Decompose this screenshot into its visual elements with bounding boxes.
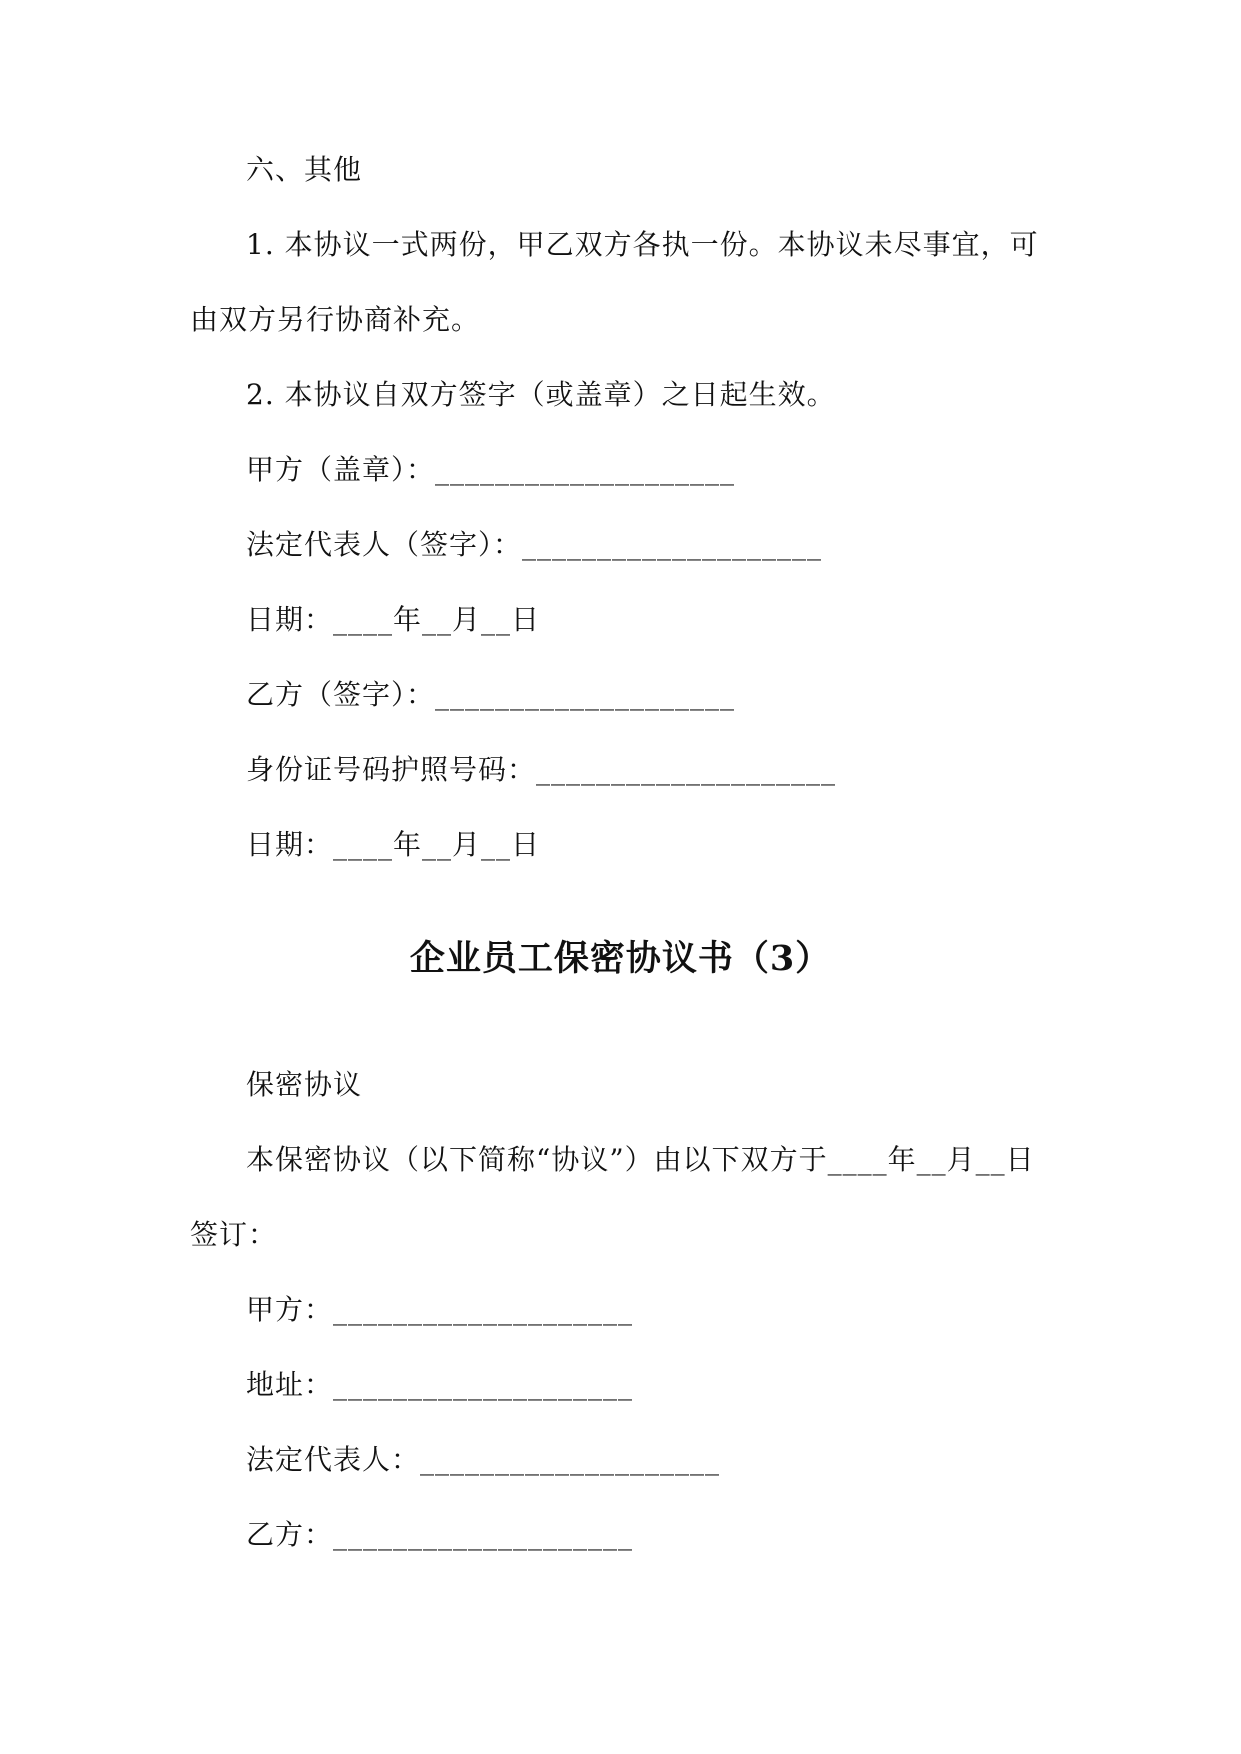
legal-rep-sign-field: 法定代表人（签字）：____________________ bbox=[246, 528, 823, 561]
intro-line2: 签订： bbox=[190, 1218, 278, 1251]
document-subtitle: 保密协议 bbox=[246, 1068, 363, 1101]
party-a-field: 甲方：____________________ bbox=[246, 1293, 634, 1326]
date-a-field: 日期：____年__月__日 bbox=[246, 603, 541, 636]
party-a-seal-field: 甲方（盖章）：____________________ bbox=[246, 453, 736, 486]
date-b-field: 日期：____年__月__日 bbox=[246, 828, 541, 861]
intro-line1: 本保密协议（以下简称“协议”）由以下双方于____年__月__日 bbox=[246, 1143, 1035, 1176]
legal-rep-field: 法定代表人：____________________ bbox=[246, 1443, 721, 1476]
document-title: 企业员工保密协议书（3） bbox=[409, 938, 832, 979]
section-six-item2: 2. 本协议自双方签字（或盖章）之日起生效。 bbox=[246, 378, 836, 411]
party-b-field: 乙方：____________________ bbox=[246, 1518, 634, 1551]
address-field: 地址：____________________ bbox=[246, 1368, 634, 1401]
section-six-heading: 六、其他 bbox=[246, 153, 363, 186]
id-passport-field: 身份证号码护照号码：____________________ bbox=[246, 753, 837, 786]
section-six-item1-line2: 由双方另行协商补充。 bbox=[190, 303, 481, 336]
section-six-item1-line1: 1. 本协议一式两份，甲乙双方各执一份。本协议未尽事宜，可 bbox=[246, 228, 1039, 261]
party-b-sign-field: 乙方（签字）：____________________ bbox=[246, 678, 736, 711]
